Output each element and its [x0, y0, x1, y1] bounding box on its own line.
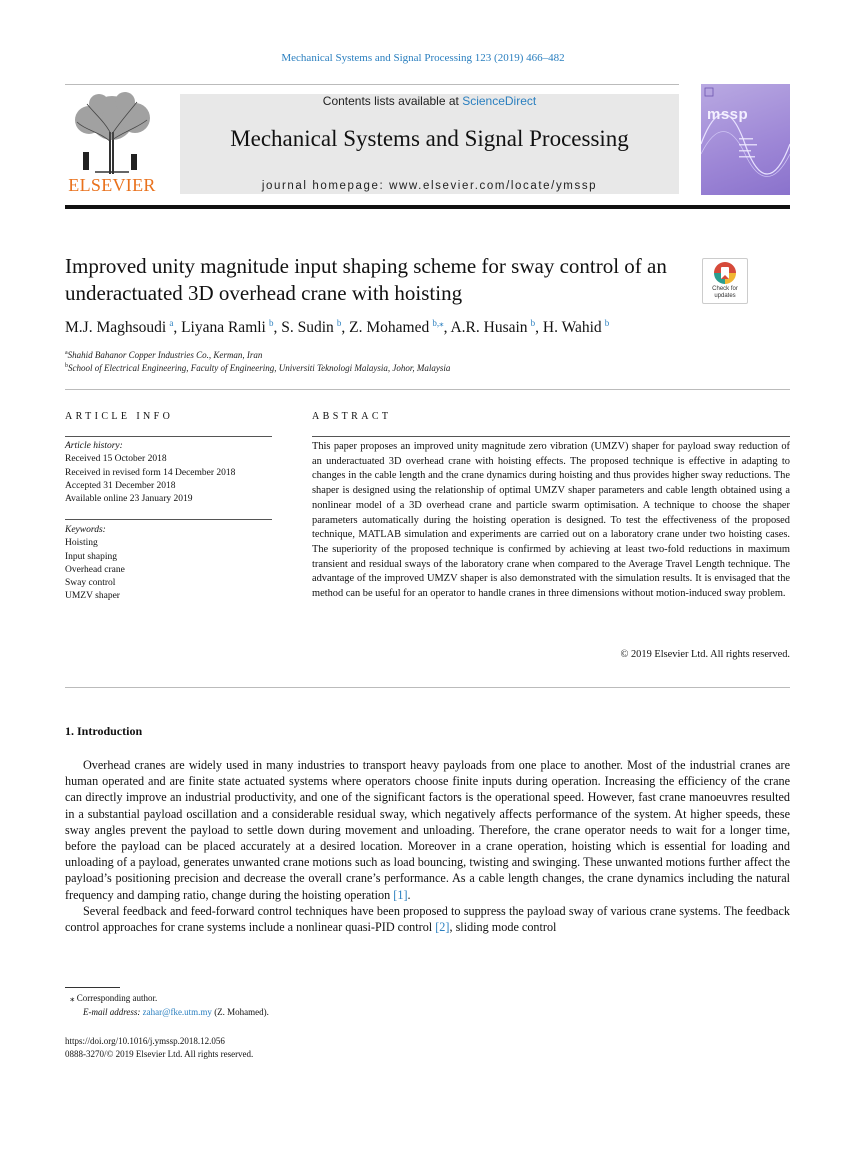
history-received: Received 15 October 2018	[65, 454, 167, 465]
affiliation-a	[65, 350, 790, 360]
author-name[interactable]: A.R. Husain	[450, 319, 528, 337]
author-name[interactable]: S. Sudin	[281, 319, 334, 337]
introduction-body	[65, 757, 790, 935]
corresponding-author-note	[70, 993, 157, 1004]
affiliation-a-text: Shahid Bahanor Copper Industries Co., Kerman, Iran	[67, 350, 263, 360]
keyword-item: Hoisting	[65, 538, 98, 549]
article-info-rule	[65, 436, 272, 437]
check-for-updates-button[interactable]	[702, 258, 748, 304]
affiliation-a-marker: a	[65, 350, 68, 356]
cover-wave-graphic	[701, 84, 790, 195]
abstract-heading: ABSTRACT	[312, 411, 392, 422]
paragraph-text: Overhead cranes are widely used in many industries to transport heavy payloads from one place to another. Most of the industrial cranes are human operated and are finite state actuated systems where operators choose finite inputs during operation. Increasing the efficiency of the crane can directly improve an industrial productivity, and one of the significant factors is the operational speed. However, fast crane manoeuvres resulted in a substantial payload oscillation and a considerable residual sway, which negatively affects performance of the system. At higher speeds, these sway angles prevent the payload to settle down during movement and unloading. Therefore, the crane operator needs to wait for a longer time, before the payload can be placed accurately at a desired location. Moreover in a crane operation, hoisting which is essential for loading and unloading of a payload, generates unwanted crane motions such as load bouncing, twisting and swinging. These unwanted motions further affect the payload’s positioning precision and decrease the overall crane’s performance. As a cable length changes, the crane dynamics including the natural frequency and damping ratio, change during the hoisting operation	[65, 758, 790, 902]
author-name[interactable]: M.J. Maghsoudi	[65, 319, 167, 337]
author-name[interactable]: H. Wahid	[542, 319, 602, 337]
corresponding-text: Corresponding author.	[76, 993, 158, 1003]
paragraph	[65, 903, 790, 935]
author-affiliation-marker[interactable]: b	[530, 318, 536, 328]
journal-name: Mechanical Systems and Signal Processing	[230, 126, 629, 151]
history-online: Available online 23 January 2019	[65, 494, 193, 505]
affiliation-b-marker: b	[65, 363, 68, 369]
author-name[interactable]: Z. Mohamed	[349, 319, 430, 337]
abstract-rule	[312, 436, 790, 437]
paragraph-end: , sliding mode control	[449, 920, 557, 935]
introduction-heading: 1. Introduction	[65, 724, 143, 738]
keywords-rule	[65, 519, 272, 520]
article-history-label: Article history:	[65, 441, 123, 451]
elsevier-tree-icon	[65, 92, 159, 176]
section-divider	[65, 389, 790, 390]
contents-prefix: Contents lists available at	[322, 94, 463, 108]
keyword-item: Overhead crane	[65, 564, 125, 575]
homepage-url[interactable]: www.elsevier.com/locate/ymssp	[389, 180, 598, 192]
publisher-logo[interactable]	[65, 92, 159, 196]
journal-banner	[180, 94, 679, 194]
abstract-bottom-rule	[65, 687, 790, 688]
abstract-copyright: © 2019 Elsevier Ltd. All rights reserved.	[620, 649, 790, 660]
keyword-item: Input shaping	[65, 551, 117, 562]
author-affiliation-marker[interactable]: b	[268, 318, 274, 328]
journal-reference[interactable]: Mechanical Systems and Signal Processing 123 (2019) 466–482	[281, 52, 565, 64]
author-affiliation-marker[interactable]: a	[169, 318, 174, 328]
author-affiliation-marker[interactable]: b	[604, 318, 610, 328]
article-history	[65, 440, 272, 506]
paragraph-end: .	[407, 887, 411, 902]
author-name[interactable]: Liyana Ramli	[181, 319, 266, 337]
corresponding-mark: ⁎	[70, 993, 75, 1003]
crossmark-icon	[703, 259, 747, 287]
doi-link[interactable]: https://doi.org/10.1016/j.ymssp.2018.12.056	[65, 1036, 225, 1046]
author-separator: ,	[341, 319, 350, 337]
abstract-text: This paper proposes an improved unity magnitude zero vibration (UMZV) shaper for payload sway reduction of an underactuated 3D overhead crane with hoisting effects. The proposed technique is effective in adapting to changes in the cable length and the crane dynamics during hoisting and thus provides higher sway reductions. The shaper is designed using the relationship of optimal UMZV shaper parameters and cable length obtained using a nonlinear model of a 3D overhead crane and particle swarm optimisation. A technique to choose the shaper parameters automatically during the hoisting operation is designed. To test the effectiveness of the proposed technique, MATLAB simulation and experiments are carried out on a laboratory crane under two hoisting cases. The superiority of the proposed technique is confirmed by achieving at least two-fold reductions in maximum transient and residual sways of the laboratory crane when compared to the Average Travel Length technique. The advantage of the improved UMZV shaper is also demonstrated with the simulation results. It is envisaged that the method can be useful for an operator to handle cranes in three dimensions without motion-induced sway problem.	[312, 441, 790, 600]
header-top-rule	[65, 84, 679, 85]
author-separator: ,	[273, 319, 282, 337]
history-accepted: Accepted 31 December 2018	[65, 480, 176, 491]
homepage-prefix: journal homepage:	[261, 180, 390, 192]
keyword-item: Sway control	[65, 578, 116, 589]
header-bottom-rule	[65, 205, 790, 209]
email-note	[83, 1007, 269, 1017]
history-revised: Received in revised form 14 December 2018	[65, 467, 236, 478]
contents-line	[180, 94, 679, 108]
article-info-heading: ARTICLE INFO	[65, 411, 174, 422]
journal-cover[interactable]	[701, 84, 790, 195]
paragraph	[65, 757, 790, 903]
paragraph-text: Several feedback and feed-forward control techniques have been proposed to suppress the payload sway of various crane systems. The feedback control approaches for crane systems include a nonlinear quasi-PID control	[65, 903, 790, 935]
sciencedirect-link[interactable]: ScienceDirect	[462, 94, 537, 108]
citation-link[interactable]: [1]	[393, 887, 408, 902]
email-link[interactable]: zahar@fke.utm.my	[142, 1007, 212, 1017]
issn-line: 0888-3270/© 2019 Elsevier Ltd. All rights reserved.	[65, 1049, 254, 1059]
footnote-rule	[65, 987, 120, 988]
author-separator: ,	[535, 319, 543, 337]
author-list	[65, 318, 790, 337]
keywords-label: Keywords:	[65, 525, 106, 535]
email-owner: (Z. Mohamed).	[211, 1007, 269, 1017]
affiliation-b	[65, 363, 790, 373]
author-separator: ,	[173, 319, 182, 337]
journal-homepage	[180, 180, 679, 192]
citation-link[interactable]: [2]	[435, 920, 450, 935]
email-label: E-mail address:	[83, 1007, 143, 1017]
publisher-name: ELSEVIER	[68, 175, 156, 195]
author-affiliation-marker[interactable]: b,⁎	[432, 318, 444, 328]
author-separator: ,	[443, 319, 451, 337]
keywords	[65, 524, 272, 604]
article-title: Improved unity magnitude input shaping scheme for sway control of an underactuated 3D overhead crane with hoisting	[65, 254, 667, 305]
cover-title: mssp	[707, 106, 749, 123]
author-affiliation-marker[interactable]: b	[336, 318, 342, 328]
affiliation-b-text: School of Electrical Engineering, Faculty of Engineering, Universiti Teknologi Malaysia, Johor, Malaysia	[68, 363, 451, 373]
crossmark-label: Check for updates	[712, 286, 738, 299]
keyword-item: UMZV shaper	[65, 591, 120, 602]
